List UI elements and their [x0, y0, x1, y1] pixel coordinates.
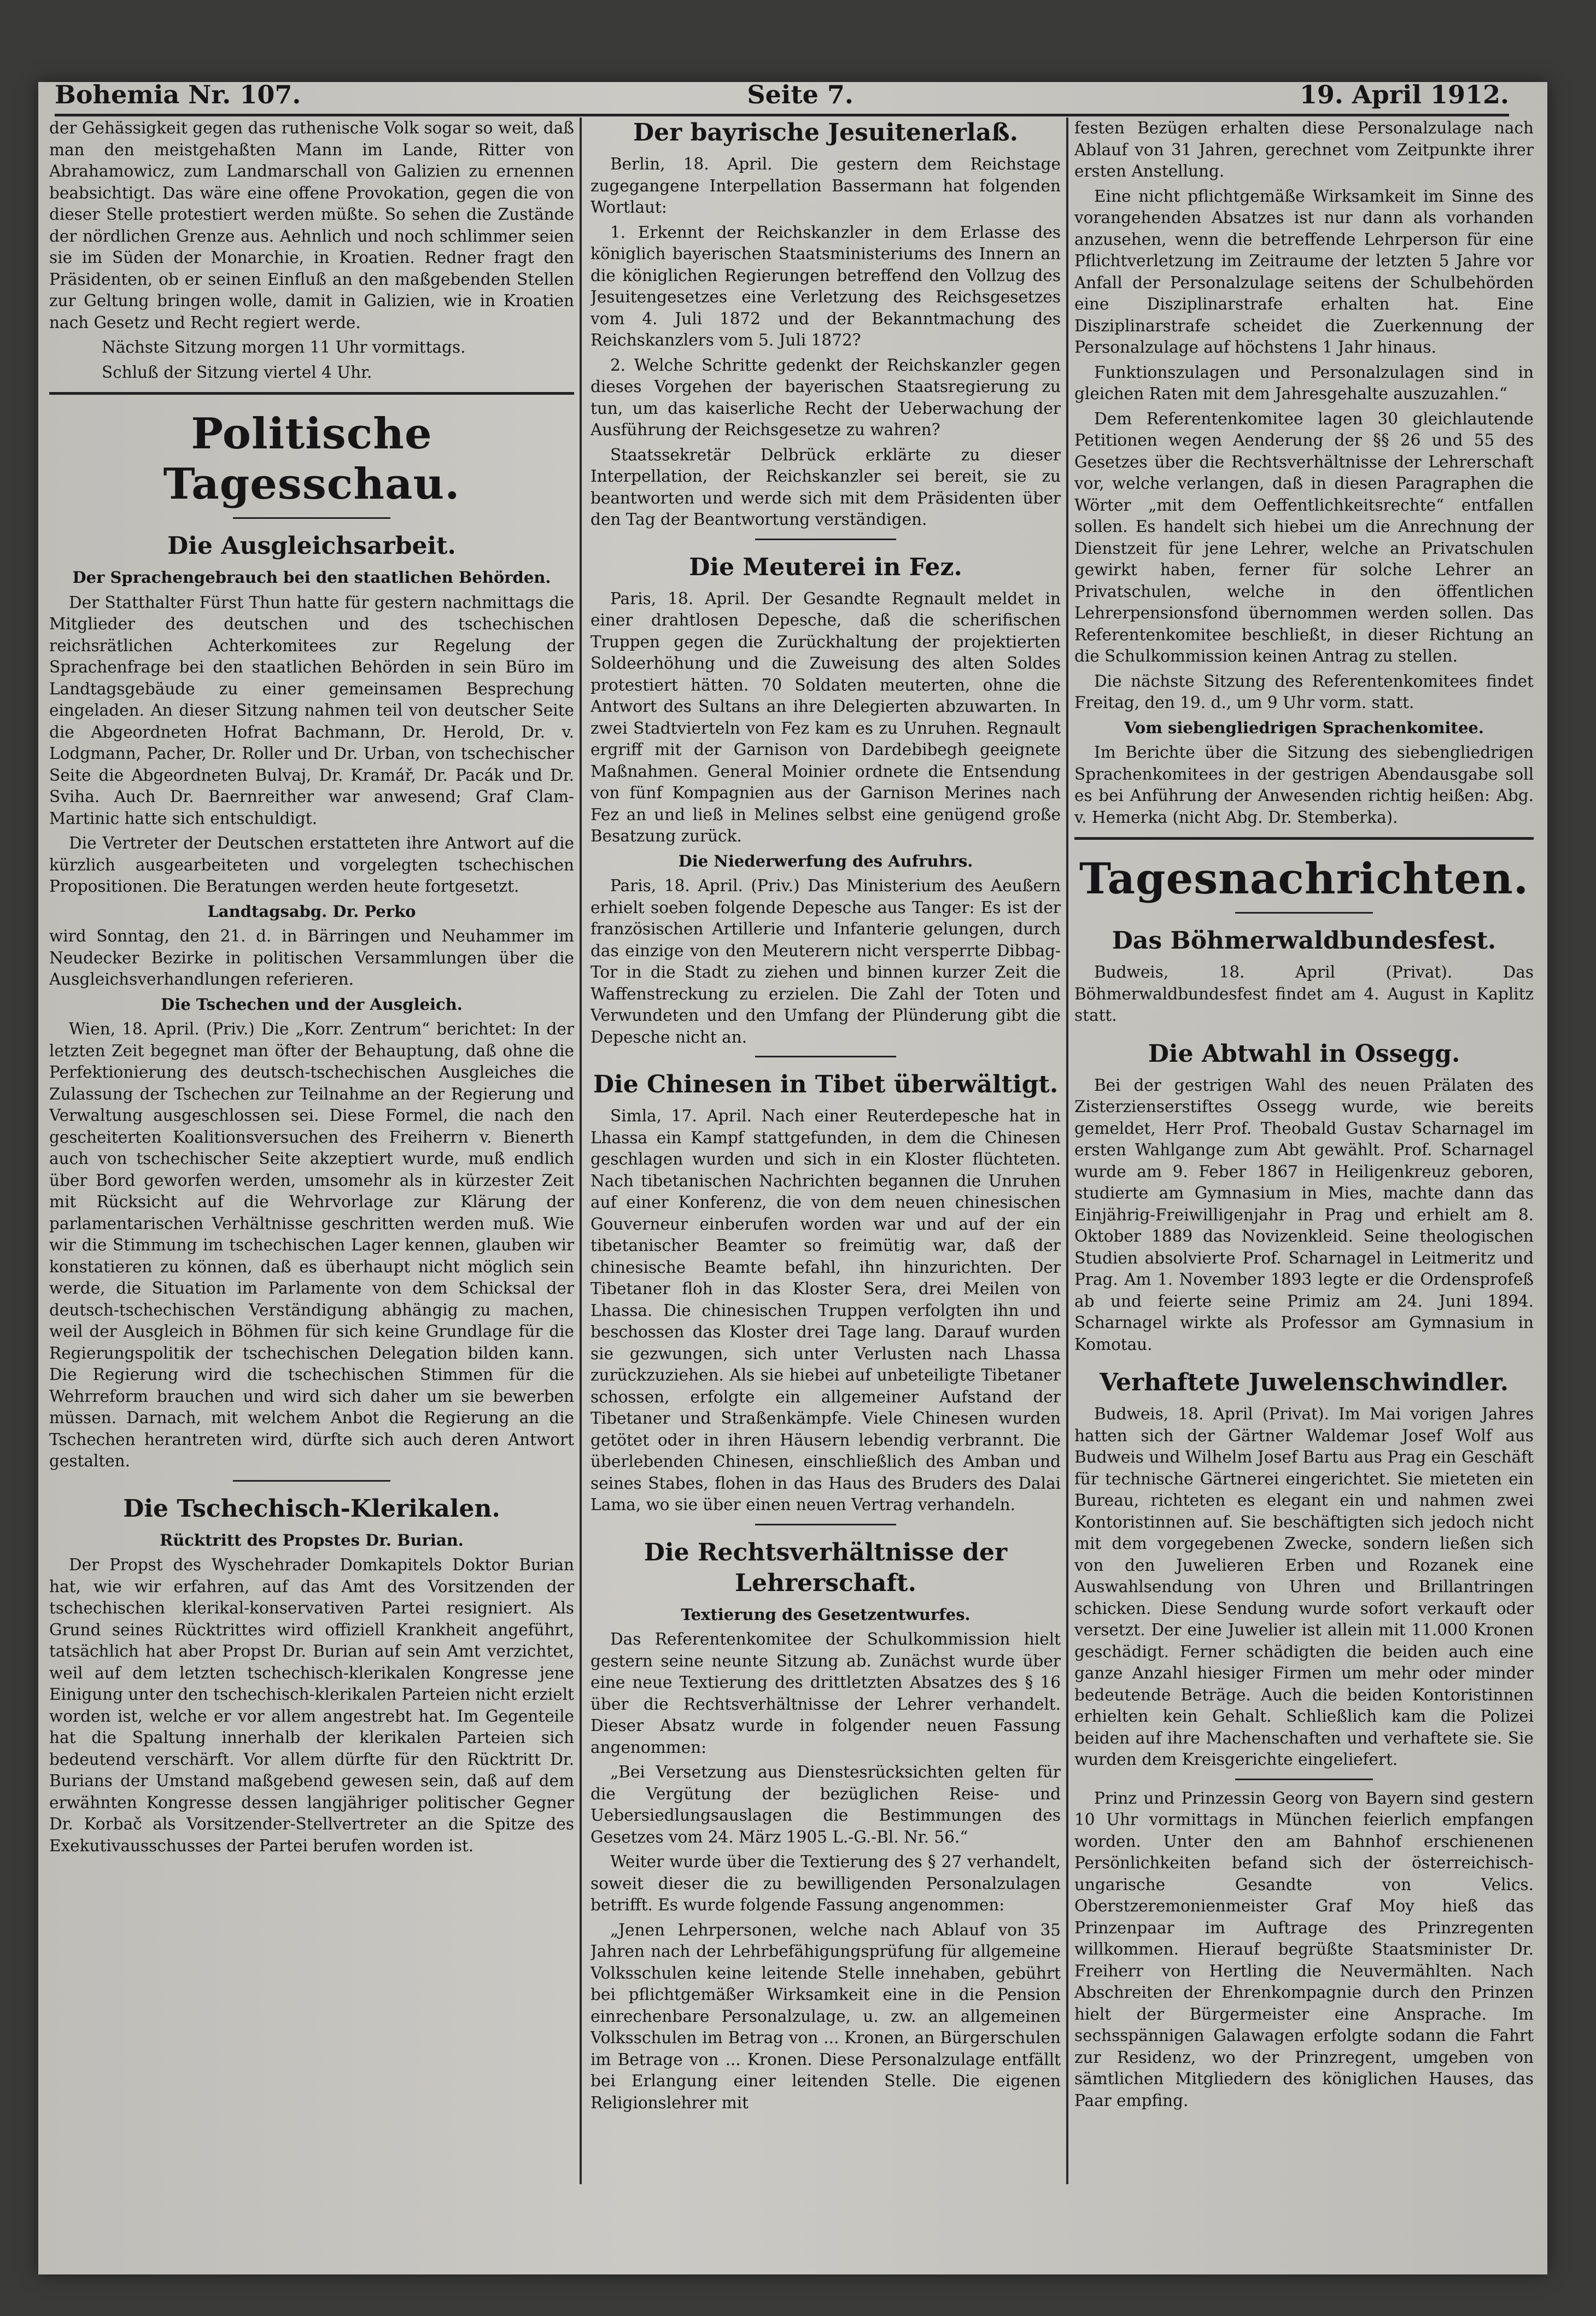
- note: Schluß der Sitzung viertel 4 Uhr.: [102, 362, 372, 382]
- paragraph: Paris, 18. April. (Priv.) Das Ministerium des Aeußern erhielt soeben folgende Depesche aus Tanger: Es ist der französischen Artillerie und Infanterie gelungen, durch das einzige von den Meuterern nicht versperrte Dibbag-Tor in die Stadt zu ziehen und binnen kurzer Zeit die Waffenstreckung zu erzielen. Die Zahl der Toten und Verwundeten und den Umfang der Plünderung gibt die Depesche nicht an.: [591, 876, 1061, 1046]
- divider: [233, 517, 390, 519]
- paragraph: 1. Erkennt der Reichskanzler in dem Erlasse des königlich bayerischen Staatsministeriums des Innern an die königlichen Regierungen betreffend den Vollzug des Jesuitengesetzes eine Verletzung des Reichsgesetzes vom 4. Juli 1872 und der Bekanntmachung des Reichskanzlers vom 5. Juli 1872?: [591, 223, 1061, 349]
- column-divider: [580, 118, 582, 2184]
- article-heading: Die Abtwahl in Ossegg.: [1148, 1039, 1460, 1068]
- article-heading: Das Böhmerwaldbundesfest.: [1112, 927, 1496, 955]
- paragraph: Die nächste Sitzung des Referentenkomitees findet Freitag, den 19. d., um 9 Uhr vorm. statt.: [1074, 671, 1534, 712]
- column-divider: [1066, 118, 1068, 2184]
- divider: [755, 1056, 896, 1057]
- divider: [1235, 1779, 1373, 1780]
- column-1: [49, 118, 574, 2184]
- divider: [755, 539, 896, 540]
- paragraph: Bei der gestrigen Wahl des neuen Prälaten des Zisterzienserstiftes Ossegg wurde, wie bereits gemeldet, Herr Prof. Theobald Gustav Scharnagel im ersten Wahlgange zum Abt gewählt. Prof. Scharnagel wurde am 9. Feber 1867 in Heiligenkreuz geboren, studierte am Gymnasium in Mies, machte dann das Einjährig-Freiwilligenjahr in Prag und erhielt am 8. Oktober 1889 das Novizenkleid. Seine theologischen Studien absolvierte Prof. Scharnagel in Leitmeritz und Prag. Am 1. November 1893 legte er die Ordensprofeß ab und feierte seine Primiz am 24. Juni 1894. Scharnagel wirkte als Professor am Gymnasium in Komotau.: [1074, 1075, 1534, 1354]
- paragraph: „Jenen Lehrpersonen, welche nach Ablauf von 35 Jahren nach der Lehrbefähigungsprüfung für allgemeine Volksschulen keine leitende Stelle innehaben, gebührt bei pflichtgemäßer Wirksamkeit eine in die Pension einrechenbare Personalzulage, u. zw. an allgemeinen Volksschulen im Betrag von ... Kronen, an Bürgerschulen im Betrage von ... Kronen. Diese Personalzulage entfällt bei Erlangung einer leitenden Stelle. Die eigenen Religionslehrer mit: [591, 1920, 1061, 2112]
- paragraph: Dem Referentenkomitee lagen 30 gleichlautende Petitionen wegen Aenderung der §§ 26 und 55 des Gesetzes über die Rechtsverhältnisse der Lehrerschaft vor, welche verlangen, daß in diesen Paragraphen die Wörter „mit dem Oeffentlichkeitsrechte“ entfallen sollen. Es handelt sich hiebei um die Anrechnung der Dienstzeit für jene Lehrer, welche an Privatschulen gewirkt haben, ferner für solche Lehrer an Privatschulen, welche in den öffentlichen Lehrerpensionsfond übernommen werden sollen. Das Referentenkomitee beschließt, in dieser Richtung an die Schulkommission keinen Antrag zu stellen.: [1074, 409, 1534, 665]
- paragraph: Der Statthalter Fürst Thun hatte für gestern nachmittags die Mitglieder des deutschen und des tschechischen reichsrätlichen Achterkomitees zur Regelung der Sprachenfrage bei den staatlichen Behörden in sein Büro im Landtagsgebäude zu einer gemeinsamen Besprechung eingeladen. An dieser Sitzung nahmen teil von deutscher Seite die Abgeordneten Hofrat Bachmann, Dr. Herold, Dr. v. Lodgmann, Pacher, Dr. Roller und Dr. Urban, von tschechischer Seite die Abgeordneten Bulvaj, Dr. Kramář, Dr. Pacák und Dr. Sviha. Auch Dr. Baernreither war anwesend; Graf Clam-Martinic hatte sich entschuldigt.: [49, 593, 574, 828]
- paragraph: Simla, 17. April. Nach einer Reuterdepesche hat in Lhassa ein Kampf stattgefunden, in dem die Chinesen geschlagen wurden und sich in ein Kloster flüchteten. Nach tibetanischen Nachrichten begannen die Unruhen auf einer Konferenz, die von dem neuen chinesischen Gouverneur einberufen worden war und auf der ein tibetanischer Beamter so freimütig war, daß der chinesische Beamte befahl, ihn hinzurichten. Der Tibetaner floh in das Kloster Sera, drei Meilen von Lhassa. Die chinesischen Truppen verfolgten ihn und beschossen das Kloster drei Tage lang. Darauf wurden sie gezwungen, sich unter Verlusten nach Lhassa zurückzuziehen. Als sie hiebei auf unbeteiligte Tibetaner schossen, erfolgte ein allgemeiner Aufstand der Tibetaner und Straßenkämpfe. Viele Chinesen wurden getötet oder in ihren Häusern lebendig verbrannt. Die überlebenden Chinesen, einschließlich des Amban und seines Stabes, flohen in das Haus des Bruders des Dalai Lama, wo sie über einen neuen Vertrag verhandeln.: [591, 1107, 1061, 1514]
- article-heading: Die Chinesen in Tibet überwältigt.: [593, 1071, 1059, 1098]
- note: Nächste Sitzung morgen 11 Uhr vormittags.: [102, 338, 466, 356]
- paragraph: Budweis, 18. April (Privat). Im Mai vorigen Jahres hatten sich der Gärtner Waldemar Josef Wolf aus Budweis und Wilhelm Josef Bartu aus Prag ein Geschäft für technische Gärtnerei eingerichtet. Sie mieteten ein Bureau, richteten es elegant ein und nahmen zwei Kontoristinnen auf. Sie beschäftigten sich jedoch nicht mit dem vorgegebenen Zwecke, sondern ließen sich von den Juwelieren Erben und Rozanek eine Auswahlsendung von Uhren und Brillantringen schicken. Diese Sendung wurde sofort verkauft oder versetzt. Der eine Juwelier ist allein mit 11.000 Kronen geschädigt. Ferner schädigten die beiden auch eine ganze Anzahl hiesiger Firmen um mehr oder minder bedeutende Beträge. Auch die beiden Kontoristinnen erhielten kein Gehalt. Schließlich kam die Polizei beiden auf ihre Machenschaften und verhaftete sie. Sie wurden dem Kreisgerichte eingeliefert.: [1074, 1405, 1534, 1769]
- paragraph: „Bei Versetzung aus Dienstesrücksichten gelten für die Vergütung der bezüglichen Reise- und Uebersiedlungsauslagen die Bestimmungen des Gesetzes vom 24. März 1905 L.-G.-Bl. Nr. 56.“: [591, 1763, 1061, 1846]
- paragraph: Im Berichte über die Sitzung des siebengliedrigen Sprachenkomitees in der gestrigen Abendausgabe soll es bei Anführung der Anwesenden richtig heißen: Abg. v. Hemerka (nicht Abg. Dr. Stemberka).: [1074, 743, 1534, 827]
- paragraph: Berlin, 18. April. Die gestern dem Reichstage zugegangene Interpellation Bassermann hat folgenden Wortlaut:: [591, 155, 1061, 217]
- subheading: Rücktritt des Propstes Dr. Burian.: [160, 1530, 464, 1549]
- section-title: Politische Tagesschau.: [163, 409, 460, 509]
- paragraph: der Gehässigkeit gegen das ruthenische Volk sogar so weit, daß man den meistgehaßten Mann im Lande, Ritter von Abrahamowicz, zum Landmarschall von Galizien zu ernennen beabsichtigt. Das wäre eine offene Provokation, gegen die von dieser Stelle protestiert werden müßte. So sehen die Zustände der nördlichen Grenze aus. Aehnlich und noch schlimmer seien sie im Süden der Monarchie, in Kroatien. Redner fragt den Präsidenten, ob er seinen Einfluß an den maßgebenden Stellen zur Geltung bringen wolle, damit in Galizien, wie in Kroatien nach Gesetz und Recht regiert werde.: [49, 119, 574, 332]
- article-heading: Die Tschechisch-Klerikalen.: [123, 1494, 500, 1523]
- section-title: Tagesnachrichten.: [1079, 854, 1529, 904]
- divider: [1074, 837, 1534, 840]
- paragraph: 2. Welche Schritte gedenkt der Reichskanzler gegen dieses Vorgehen der bayerischen Staatsregierung zu tun, um das kaiserliche Recht der Ueberwachung der Ausführung der Reichsgesetze zu wahren?: [591, 355, 1061, 439]
- paragraph: Weiter wurde über die Textierung des § 27 verhandelt, soweit dieser die zu bewilligenden Personalzulagen betrifft. Es wurde folgende Fassung angenommen:: [591, 1852, 1061, 1914]
- paragraph: Staatssekretär Delbrück erklärte zu dieser Interpellation, der Reichskanzler sei bereit, sie zu beantworten und werde sich mit dem Präsidenten über den Tag der Beantwortung verständigen.: [591, 445, 1061, 529]
- paragraph: Die Vertreter der Deutschen erstatteten ihre Antwort auf die kürzlich ausgearbeiteten und vorgelegten tschechischen Propositionen. Die Beratungen werden heute fortgesetzt.: [49, 834, 574, 896]
- subheading: Die Niederwerfung des Aufruhrs.: [678, 851, 973, 870]
- subheading: Textierung des Gesetzentwurfes.: [681, 1605, 971, 1624]
- subheading: Landtagsabg. Dr. Perko: [207, 902, 416, 921]
- article-heading: Die Meuterei in Fez.: [689, 553, 962, 581]
- article-heading: Verhaftete Juwelenschwindler.: [1099, 1368, 1509, 1396]
- page-header: [55, 66, 1509, 116]
- paragraph: Wien, 18. April. (Priv.) Die „Korr. Zentrum“ berichtet: In der letzten Zeit begegnet man öfter der Behauptung, daß ohne die Perfektionierung des deutsch-tschechischen Ausgleiches die Zulassung der Tschechen zur Teilnahme an der Regierung und Verwaltung ausgeschlossen sei. Diese Formel, die nach den gescheiterten Koalitionsversuchen des Freiherrn v. Bienerth auch von tschechischer Seite akzeptiert wurde, muß endlich über Bord geworfen werden, umsomehr als in kürzester Zeit mit Rücksicht auf die Wehrvorlage zur Klärung der parlamentarischen Verhältnisse geschritten werden muß. Wie wir die Stimmung im tschechischen Lager kennen, glauben wir konstatieren zu können, daß es überhaupt nicht möglich sein werde, die Situation im Parlamente von dem Schicksal der deutsch-tschechischen Verständigung abhängig zu machen, weil der Ausgleich in Böhmen für sich keine Grundlage für die Regierungspolitik der tschechischen Delegation bilden kann. Die Regierung wird die tschechischen Stimmen für die Wehrreform brauchen und wird sich daher um sie bewerben müssen. Darnach, mit welchem Anbot die Regierung an die Tschechen herantreten wird, dürfte sich auch deren Antwort gestalten.: [49, 1020, 574, 1470]
- column-3: [1074, 118, 1534, 2184]
- divider: [1235, 912, 1373, 914]
- subheading: Die Tschechen und der Ausgleich.: [161, 995, 463, 1014]
- paragraph: Eine nicht pflichtgemäße Wirksamkeit im Sinne des vorangehenden Absatzes ist nur dann als vorhanden anzusehen, wenn die betreffende Lehrperson für eine Pflichtverletzung im Zeitraume der letzten 5 Jahre vor Anfall der Personalzulage seitens der Schulbehörden eine Disziplinarstrafe erhalten hat. Eine Disziplinarstrafe scheidet die Zuerkennung der Personalzulage auf höchstens 1 Jahr hinaus.: [1074, 186, 1534, 356]
- header-left: Bohemia Nr. 107.: [55, 80, 301, 109]
- paragraph: Prinz und Prinzessin Georg von Bayern sind gestern 10 Uhr vormittags in München feierlich empfangen worden. Unter den am Bahnhof erschienenen Persönlichkeiten befand sich der österreichisch-ungarische Gesandte von Velics. Oberstzeremonienmeister Graf Moy hieß das Prinzenpaar im Auftrage des Prinzregenten willkommen. Hierauf begrüßte Staatsminister Dr. Freiherr von Hertling die Neuvermählten. Nach Abschreiten der Ehrenkompagnie durch den Prinzen hielt der Bürgermeister eine Ansprache. Im sechsspännigen Galawagen erfolgte sodann die Fahrt zur Residenz, wo der Prinzregent, umgeben von sämtlichen Mitgliedern des königlichen Hauses, das Paar empfing.: [1074, 1788, 1534, 2110]
- paragraph: Funktionszulagen und Personalzulagen sind in gleichen Raten mit dem Jahresgehalte auszuzahlen.“: [1074, 362, 1534, 403]
- divider: [755, 1524, 896, 1525]
- subheading: Der Sprachengebrauch bei den staatlichen Behörden.: [72, 568, 551, 587]
- header-center: Seite 7.: [747, 80, 853, 109]
- article-heading: Der bayrische Jesuitenerlaß.: [633, 119, 1018, 147]
- column-2: [591, 118, 1061, 2184]
- paragraph: wird Sonntag, den 21. d. in Bärringen und Neuhammer im Neudecker Bezirke in politischen Versammlungen über die Ausgleichsverhandlungen referieren.: [49, 927, 574, 989]
- divider: [49, 392, 574, 395]
- paragraph: Das Referentenkomitee der Schulkommission hielt gestern seine neunte Sitzung ab. Zunächst wurde über eine neue Textierung des drittletzten Absatzes des § 16 über die Rechtsverhältnisse der Lehrer verhandelt. Dieser Absatz wurde in folgender neuen Fassung angenommen:: [591, 1630, 1061, 1757]
- divider: [233, 1480, 390, 1482]
- paragraph: festen Bezügen erhalten diese Personalzulage nach Ablauf von 31 Jahren, gerechnet vom Zeitpunkte ihrer ersten Anstellung.: [1074, 119, 1534, 180]
- header-right: 19. April 1912.: [1299, 80, 1509, 109]
- article-heading: Die Ausgleichsarbeit.: [167, 532, 456, 560]
- paragraph: Der Propst des Wyschehrader Domkapitels Doktor Burian hat, wie wir erfahren, auf das Amt des Vorsitzenden der tschechischen klerikal-konservativen Partei resigniert. Als Grund seines Rücktrittes wird offiziell Krankheit angeführt, tatsächlich hat aber Propst Dr. Burian auf sein Amt verzichtet, weil auf dem letzten tschechisch-klerikalen Kongresse jene Einigung unter den tschechisch-klerikalen Parteien nicht erzielt worden ist, welche er vor allem angestrebt hat. Im Gegenteile hat die Spaltung innerhalb der klerikalen Parteien sich bedeutend verschärft. Vor allem dürfte für den Rücktritt Dr. Burians der Umstand maßgebend gewesen sein, daß auf dem erwähnten Kongresse dessen langjähriger politischer Gegner Dr. Korbač als Vorsitzender-Stellvertreter an die Spitze des Exekutivausschusses der Partei berufen worden ist.: [49, 1555, 574, 1855]
- paragraph: Paris, 18. April. Der Gesandte Regnault meldet in einer drahtlosen Depesche, daß die scherifischen Truppen gegen die Zurückhaltung der projektierten Soldeerhöhung und die Zuweisung des alten Soldes protestiert hätten. 70 Soldaten meuterten, ohne die Antwort des Sultans an ihre Delegierten abzuwarten. In zwei Stadtvierteln von Fez kam es zu Unruhen. Regnault ergriff mit der Garnison von Dardebibegh geeignete Maßnahmen. General Moinier ordnete die Entsendung von fünf Kompagnien aus der Garnison Merines nach Fez an und ließ in Melines selbst eine genügend große Besatzung zurück.: [591, 589, 1061, 845]
- paragraph: Budweis, 18. April (Privat). Das Böhmerwaldbundesfest findet am 4. August in Kaplitz statt.: [1074, 963, 1534, 1025]
- subheading: Vom siebengliedrigen Sprachenkomitee.: [1124, 718, 1484, 737]
- article-heading: Die Rechtsverhältnisse der Lehrerschaft.: [644, 1538, 1008, 1597]
